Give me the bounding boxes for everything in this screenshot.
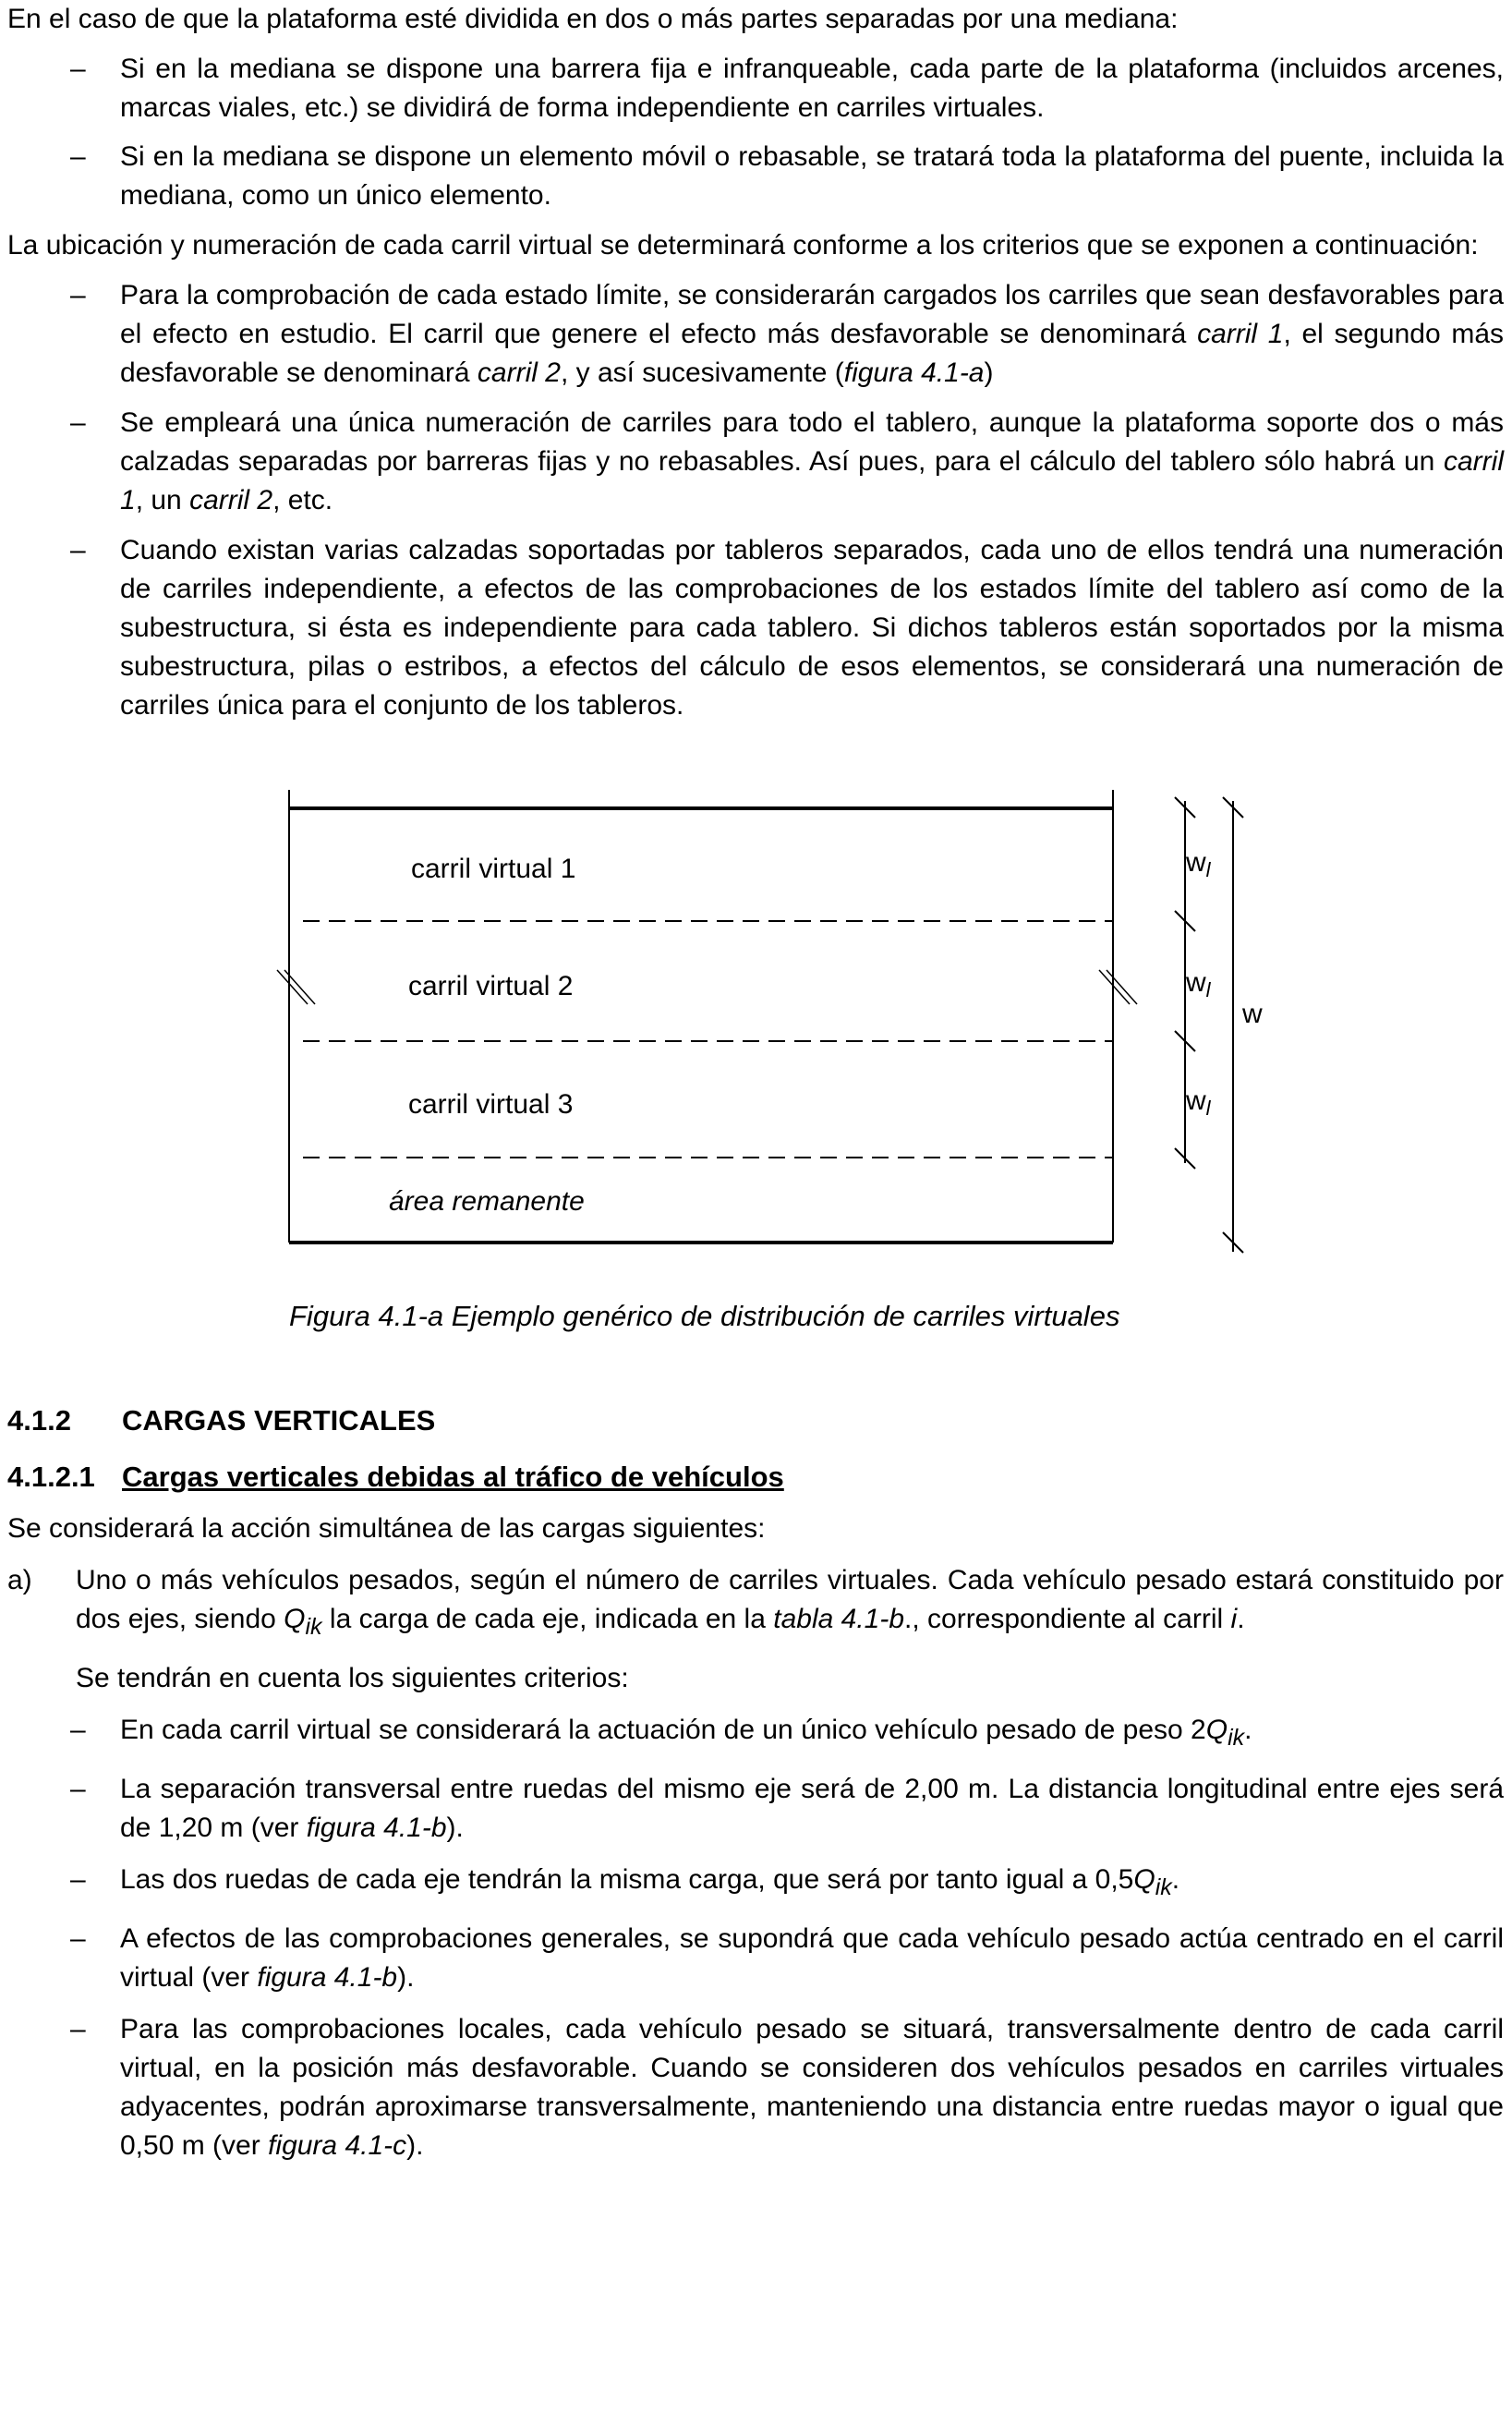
list-item-text: Para la comprobación de cada estado límite, se considerarán cargados los carriles que sean desfavorables para el efecto en estudio. El carril que genere el efecto más desfavorable se denominará carril 1, el segundo más desfavorable se denominará carril 2, y así sucesivamente (figura 4.1-a) (120, 280, 1505, 388)
list-item-text: Se empleará una única numeración de carriles para todo el tablero, aunque la plataforma soporte dos o más calzadas separadas por barreras fijas y no rebasables. Así pues, para el cálculo del tablero sólo habrá un carril 1, un carril 2, etc. (120, 407, 1504, 515)
paragraph: La ubicación y numeración de cada carril virtual se determinará conforme a los criterios que se exponen a continuación: (7, 230, 1479, 261)
list-item-text: Si en la mediana se dispone una barrera fija e infranqueable, cada parte de la plataforma (incluidos arcenes, marcas viales, etc.) se dividirá de forma independiente en carriles virtuales. (120, 54, 1504, 123)
list-item (7, 1711, 1504, 1757)
dash-bullet: – (70, 2014, 86, 2044)
list-item (7, 1561, 1504, 1646)
subsection-title: Cargas verticales debidas al tráfico de vehículos (122, 1461, 784, 1493)
lane-diagram (7, 790, 1504, 1289)
list-marker: a) (7, 1565, 32, 1595)
figure-4-1-a (7, 790, 1504, 1363)
list-item (7, 1770, 1504, 1848)
section-number: 4.1.2 (7, 1404, 71, 1437)
list-item (7, 276, 1504, 393)
break-mark-right (1099, 970, 1137, 1004)
list-item (7, 1920, 1504, 1997)
list-item (7, 1861, 1504, 1907)
lane-width-label: $w_l$ (1186, 847, 1211, 881)
list-item-text: Cuando existan varias calzadas soportadas por tableros separados, cada uno de ellos tendrá una numeración de carriles independiente, a efectos de las comprobaciones de los estados límite del tablero así como de la subestructura, si ésta es independiente para cada tablero. Si dichos tableros están soportados por la misma subestructura, pilas o estribos, a efectos del cálculo de esos elementos, se considerará una numeración de carriles única para el conjunto de los tableros. (120, 535, 1504, 721)
paragraph: Se considerará la acción simultánea de las cargas siguientes: (7, 1513, 766, 1544)
dash-bullet: – (70, 535, 86, 565)
dash-bullet: – (70, 54, 86, 84)
document-page (7, 0, 1504, 2165)
list-item-text: La separación transversal entre ruedas del mismo eje será de 2,00 m. La distancia longitudinal entre ejes será de 1,20 m (ver figura 4.1-b). (120, 1774, 1504, 1843)
list-item (7, 404, 1504, 520)
list-item-text: A efectos de las comprobaciones generales, se supondrá que cada vehículo pesado actúa centrado en el carril virtual (ver figura 4.1-b). (120, 1923, 1504, 1993)
lane-label-1: carril virtual 1 (411, 854, 576, 884)
break-mark-left (277, 970, 315, 1004)
remnant-area-label: área remanente (389, 1186, 585, 1217)
subsection-heading (7, 1458, 1504, 1497)
list-item-text: En cada carril virtual se considerará la actuación de un único vehículo pesado de peso $2Q_{ik}$. (120, 1715, 1252, 1751)
list-item-text: Las dos ruedas de cada eje tendrán la misma carga, que será por tanto igual a $0,5Q_{ik}$. (120, 1864, 1180, 1900)
list-item (7, 50, 1504, 127)
list-item-text: Para las comprobaciones locales, cada vehículo pesado se situará, transversalmente dentro de cada carril virtual, en la posición más desfavorable. Cuando se consideren dos vehículos pesados en carriles virtuales adyacentes, podrán aproximarse transversalmente, manteniendo una distancia entre ruedas mayor o igual que 0,50 m (ver figura 4.1-c). (120, 2014, 1504, 2161)
total-width-label: w (1242, 999, 1263, 1029)
dash-bullet: – (70, 141, 86, 172)
list-item (7, 138, 1504, 215)
lane-width-label: $w_l$ (1186, 967, 1211, 1001)
lane-width-label: $w_l$ (1186, 1085, 1211, 1120)
list-item-text: Si en la mediana se dispone un elemento móvil o rebasable, se tratará toda la plataforma del puente, incluida la mediana, como un único elemento. (120, 141, 1504, 211)
lane-label-3: carril virtual 3 (408, 1089, 574, 1120)
dash-bullet: – (70, 407, 86, 438)
dash-bullet: – (70, 280, 86, 310)
subsection-number: 4.1.2.1 (7, 1461, 95, 1493)
list-item-text: Uno o más vehículos pesados, según el número de carriles virtuales. Cada vehículo pesado estará constituido por dos ejes, siendo $Q_{ik}$ la carga de cada eje, indicada en la tabla 4.1-b., correspondiente al carril i. (76, 1565, 1504, 1640)
lane-label-2: carril virtual 2 (408, 971, 574, 1001)
list-item (7, 2010, 1504, 2165)
list-item (7, 531, 1504, 725)
section-title: CARGAS VERTICALES (122, 1404, 436, 1437)
intro-paragraph: En el caso de que la plataforma esté dividida en dos o más partes separadas por una mediana: (7, 4, 1179, 34)
dash-bullet: – (70, 1864, 86, 1895)
section-heading (7, 1401, 1504, 1440)
figure-caption: Figura 4.1-a Ejemplo genérico de distribución de carriles virtuales (289, 1300, 1120, 1332)
dash-bullet: – (70, 1923, 86, 1954)
dash-bullet: – (70, 1774, 86, 1804)
dash-bullet: – (70, 1715, 86, 1745)
paragraph: Se tendrán en cuenta los siguientes criterios: (76, 1663, 629, 1693)
